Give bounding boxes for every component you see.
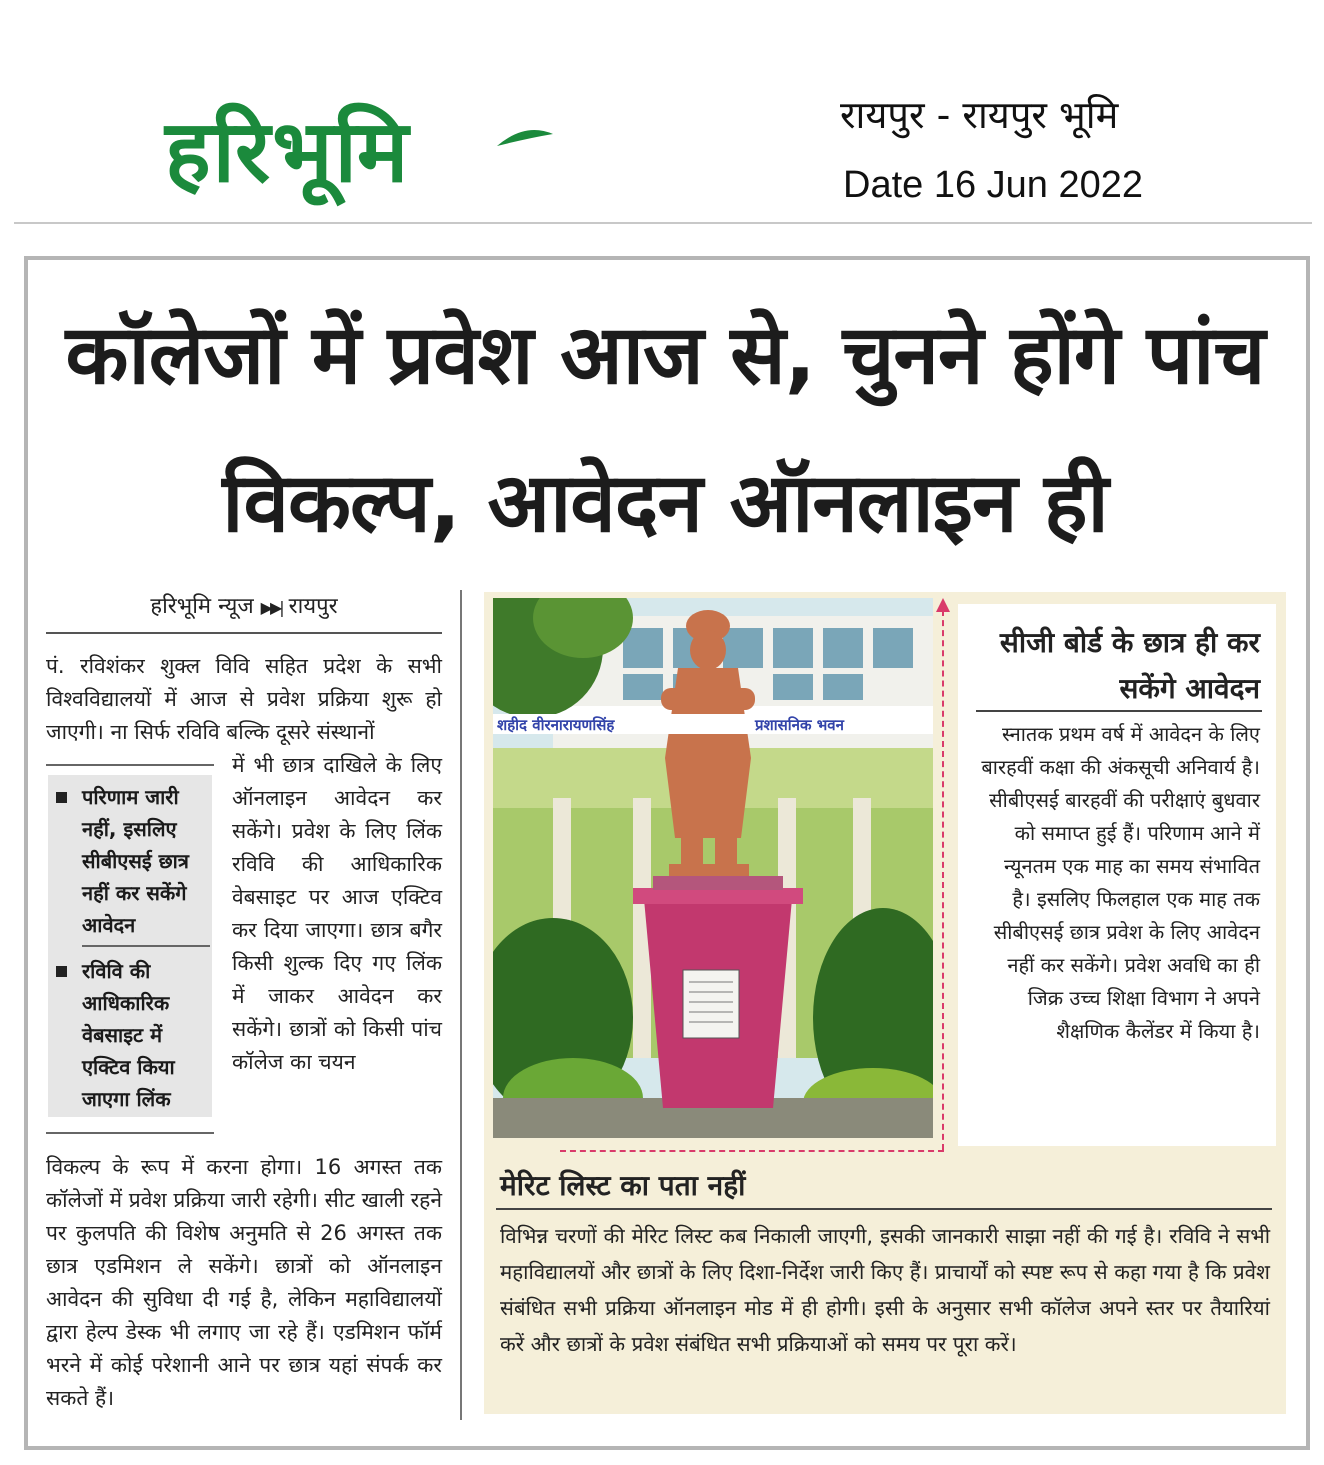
- header-divider: [14, 222, 1312, 224]
- edition-label: रायपुर - रायपुर भूमि: [840, 93, 1119, 137]
- highlights-bottom-rule: [46, 1132, 214, 1134]
- cg-board-text: स्नातक प्रथम वर्ष में आवेदन के लिए बारहवीं कक्षा की अंकसूची अनिवार्य है। सीबीएसई बारहवीं की परीक्षाएं बुधवार को समाप्त हुई हैं। परिणाम आने में न्यूनतम एक माह का समय संभावित है। इसलिए फिलहाल एक माह तक सीबीएसई छात्र प्रवेश के लिए आवेदन नहीं कर सकेंगे। प्रवेश अवधि का ही जिक्र उच्च शिक्षा विभाग ने अपने शैक्षणिक कैलेंडर में किया है।: [981, 722, 1260, 1043]
- article-paragraph-3: विकल्प के रूप में करना होगा। 16 अगस्त तक कॉलेजों में प्रवेश प्रक्रिया जारी रहेगी। सीट खाली रहने पर कुलपति की विशेष अनुमति से 26 अगस्त तक छात्र एडमिशन ले सकेंगे। छात्रों को ऑनलाइन आवेदन की सुविधा दी गई है, लेकिन महाविद्यालयों द्वारा हेल्प डेस्क भी लगाए जा रहे हैं। एडमिशन फॉर्म भरने में कोई परेशानी आने पर छात्र यहां संपर्क कर सकते हैं।: [46, 1155, 442, 1410]
- highlight-text: रविवि की आधिकारिक वेबसाइट में एक्टिव किया जाएगा लिंक: [82, 959, 175, 1111]
- newspaper-logo: [165, 92, 645, 212]
- highlights-top-rule: [46, 764, 214, 766]
- column-divider: [460, 590, 462, 1420]
- byline: [46, 590, 442, 620]
- bullet-square-icon: [56, 966, 67, 977]
- byline-divider: [46, 632, 442, 634]
- publication-date: Date 16 Jun 2022: [843, 164, 1144, 206]
- article-paragraph-1: पं. रविशंकर शुक्ल विवि सहित प्रदेश के सभी विश्वविद्यालयों में आज से प्रवेश प्रक्रिया शुरू हो जाएगी। ना सिर्फ रविवि बल्कि दूसरे संस्थानों: [46, 654, 442, 744]
- bullet-square-icon: [56, 792, 67, 803]
- article-paragraph-2: में भी छात्र दाखिले के लिए ऑनलाइन आवेदन कर सकेंगे। प्रवेश के लिए लिंक रविवि की आधिकारिक वेबसाइट पर आज एक्टिव कर दिया जाएगा। छात्र बगैर किसी शुल्क दिए गए लिंक में जाकर आवेदन कर सकेंगे। छात्रों को किसी पांच कॉलेज का चयन: [232, 753, 442, 1074]
- merit-list-title: मेरिट लिस्ट का पता नहीं: [500, 1169, 746, 1202]
- article-headline: कॉलेजों में प्रवेश आज से, चुनने होंगे पांच विकल्प, आवेदन ऑनलाइन ही: [65, 308, 1265, 551]
- statue-photo: [493, 598, 933, 1138]
- byline-arrow-icon: ▶▶|: [260, 598, 282, 617]
- byline-source: हरिभूमि न्यूज: [150, 594, 254, 619]
- highlight-text: परिणाम जारी नहीं, इसलिए सीबीएसई छात्र नहीं कर सकेंगे आवेदन: [82, 785, 189, 937]
- building-sign-left: शहीद वीरनारायणसिंह: [497, 716, 615, 734]
- photo-dashed-border-right: [942, 610, 944, 1150]
- highlights-divider: [82, 945, 210, 947]
- photo-dashed-border-bottom: [560, 1150, 944, 1152]
- cg-board-divider: [976, 710, 1262, 712]
- leaf-icon: [495, 128, 555, 150]
- highlight-item: [56, 955, 208, 1115]
- merit-list-divider: [496, 1208, 1272, 1210]
- building-sign-right: प्रशासनिक भवन: [755, 716, 844, 734]
- byline-place: रायपुर: [288, 594, 338, 619]
- highlight-item: [56, 781, 208, 941]
- cg-board-title: सीजी बोर्ड के छात्र ही कर सकेंगे आवेदन: [999, 626, 1260, 705]
- merit-list-text: विभिन्न चरणों की मेरिट लिस्ट कब निकाली जाएगी, इसकी जानकारी साझा नहीं की गई है। रविवि ने सभी महाविद्यालयों और छात्रों के लिए दिशा-निर्देश जारी किए हैं। प्राचार्यों को स्पष्ट रूप से कहा गया है कि प्रवेश संबंधित सभी प्रक्रिया ऑनलाइन मोड में ही होगी। इसी के अनुसार सभी कॉलेज अपने स्तर पर तैयारियां करें और छात्रों के प्रवेश संबंधित सभी प्रक्रियाओं को समय पर पूरा करें।: [500, 1224, 1270, 1356]
- logo-text: हरिभूमि: [165, 102, 411, 202]
